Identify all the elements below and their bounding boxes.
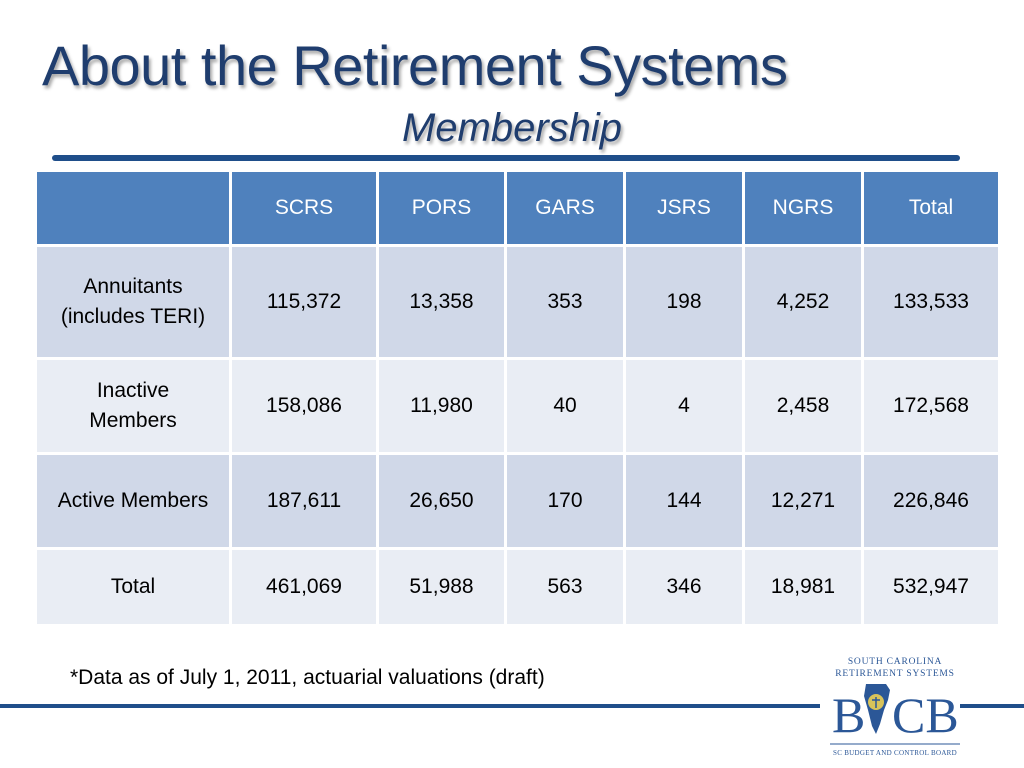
column-header-ngrs: NGRS — [744, 171, 863, 246]
title-divider — [52, 155, 960, 161]
table-cell: 40 — [506, 359, 625, 454]
page-subtitle — [0, 108, 1024, 148]
bottom-divider — [0, 704, 820, 708]
table-cell: 172,568 — [863, 359, 1000, 454]
column-header-blank — [36, 171, 231, 246]
table-cell: 187,611 — [231, 454, 378, 549]
footnote: *Data as of July 1, 2011, actuarial valuations (draft) — [70, 666, 545, 689]
table-cell: 170 — [506, 454, 625, 549]
column-header-jsrs: JSRS — [625, 171, 744, 246]
table-cell: 11,980 — [378, 359, 506, 454]
palmetto-state-icon — [864, 684, 890, 734]
membership-table — [34, 169, 1001, 627]
table-cell: 26,650 — [378, 454, 506, 549]
logo-bottom-text: SC BUDGET AND CONTROL BOARD — [833, 749, 957, 757]
table-cell: 532,947 — [863, 549, 1000, 626]
table-cell: 158,086 — [231, 359, 378, 454]
logo-letters-cb: CB — [892, 687, 959, 743]
row-label-total: Total — [36, 549, 231, 626]
logo-letter-b: B — [832, 687, 866, 743]
table-cell: 2,458 — [744, 359, 863, 454]
subtitle-text: Membership — [401, 106, 623, 150]
table-row — [36, 549, 1000, 626]
table-header-row — [36, 171, 1000, 246]
bottom-divider-right — [960, 704, 1024, 708]
column-header-pors: PORS — [378, 171, 506, 246]
table-cell: 4,252 — [744, 246, 863, 359]
table-cell: 13,358 — [378, 246, 506, 359]
page-title: About the Retirement Systems — [42, 34, 788, 97]
table-cell: 12,271 — [744, 454, 863, 549]
column-header-scrs: SCRS — [231, 171, 378, 246]
logo-top-text-2: RETIREMENT SYSTEMS — [835, 669, 955, 679]
table-row — [36, 246, 1000, 359]
table-row — [36, 359, 1000, 454]
table-cell: 4 — [625, 359, 744, 454]
row-label-annuitants: Annuitants (includes TERI) — [36, 246, 231, 359]
table-cell: 133,533 — [863, 246, 1000, 359]
table-cell: 563 — [506, 549, 625, 626]
table-cell: 51,988 — [378, 549, 506, 626]
table-cell: 198 — [625, 246, 744, 359]
row-label-active: Active Members — [36, 454, 231, 549]
table-cell: 144 — [625, 454, 744, 549]
sc-retirement-systems-logo — [826, 650, 964, 760]
table-cell: 461,069 — [231, 549, 378, 626]
table-cell: 226,846 — [863, 454, 1000, 549]
table-cell: 18,981 — [744, 549, 863, 626]
table-cell: 115,372 — [231, 246, 378, 359]
logo-top-text-1: SOUTH CAROLINA — [847, 657, 943, 667]
table-cell: 353 — [506, 246, 625, 359]
column-header-total: Total — [863, 171, 1000, 246]
table-row — [36, 454, 1000, 549]
table-cell: 346 — [625, 549, 744, 626]
column-header-gars: GARS — [506, 171, 625, 246]
row-label-inactive: Inactive Members — [36, 359, 231, 454]
